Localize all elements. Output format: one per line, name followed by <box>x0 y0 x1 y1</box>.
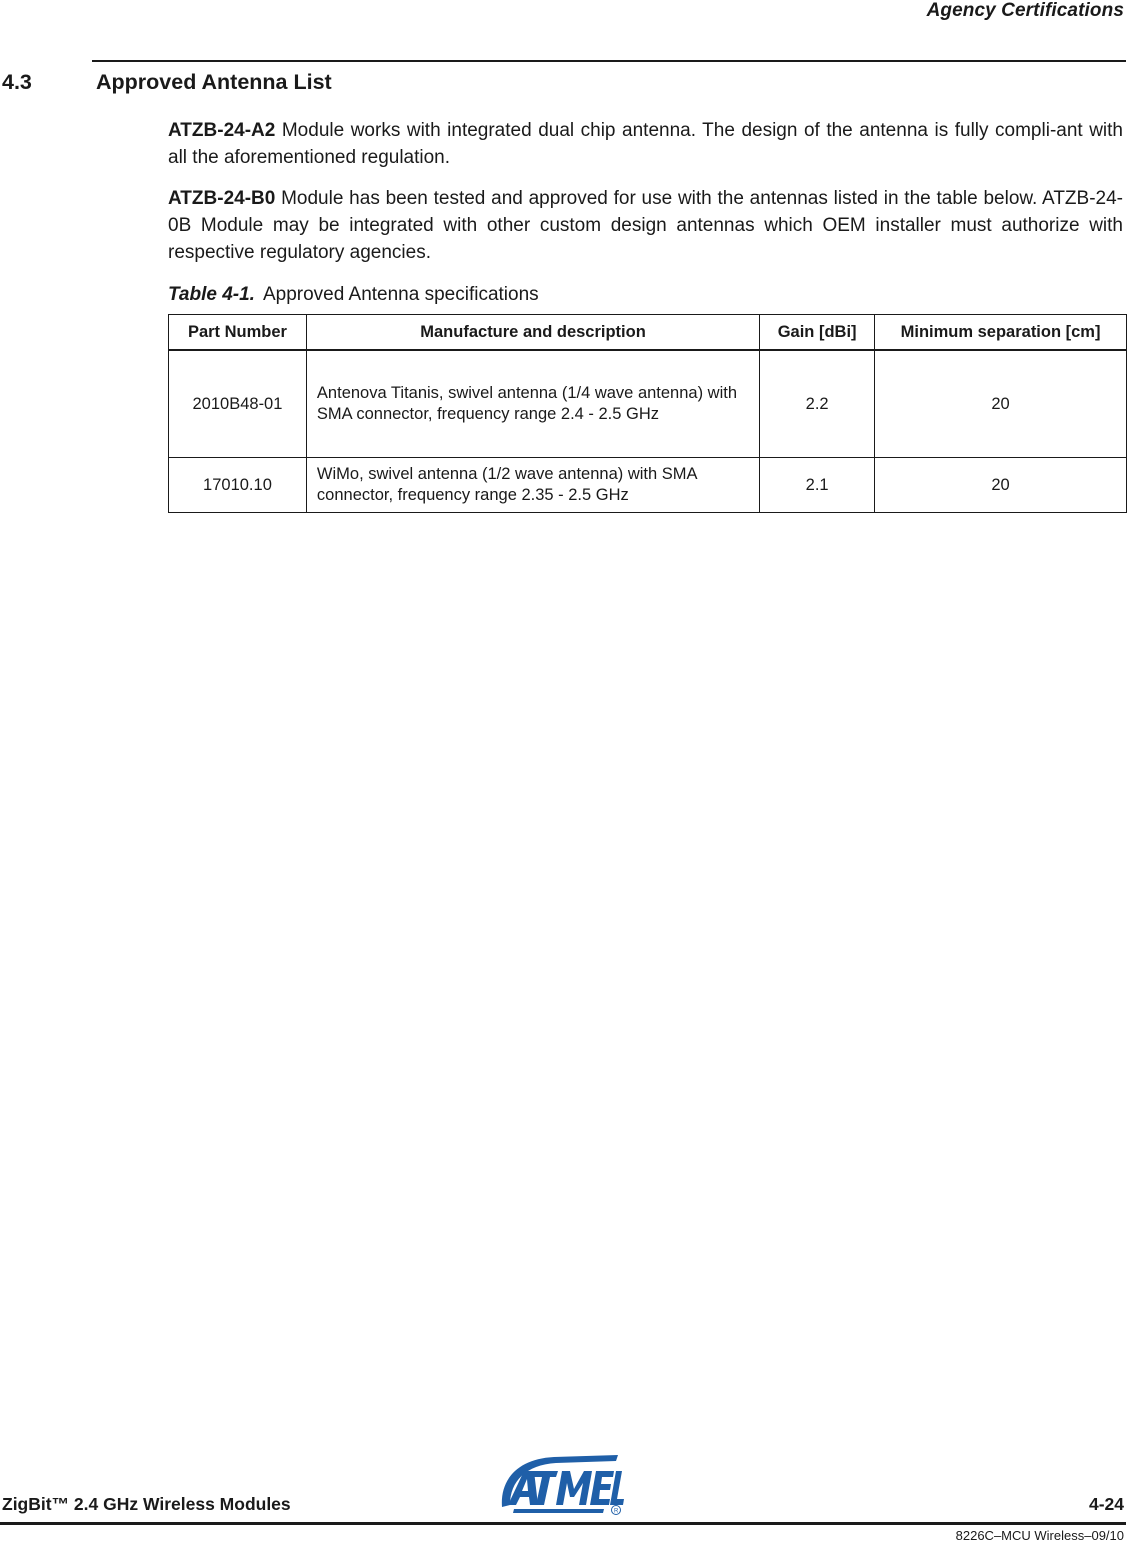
footer-divider <box>0 1522 1126 1525</box>
table-header-row <box>169 315 1127 351</box>
cell-description: Antenova Titanis, swivel antenna (1/4 wave antenna) with SMA connector, frequency range 2.4 - 2.5 GHz <box>306 350 759 458</box>
table-row <box>169 458 1127 513</box>
header-divider <box>92 60 1126 62</box>
paragraph-a2-module <box>168 117 1123 171</box>
cell-gain: 2.1 <box>760 458 875 513</box>
section-title: Approved Antenna List <box>96 70 332 94</box>
table-caption-label: Table 4-1. <box>168 284 255 305</box>
column-header-description: Manufacture and description <box>306 315 759 351</box>
footer-product-name: ZigBit™ 2.4 GHz Wireless Modules <box>2 1494 291 1514</box>
paragraph-text: Module has been tested and approved for use with the antennas listed in the table below. ATZB-24-0B Module may be integrated with other custom design antennas which OEM installer must authorize with respective regulatory agencies. <box>168 188 1123 263</box>
footer-page-number: 4-24 <box>1088 1494 1124 1514</box>
paragraph-b0-module <box>168 185 1123 266</box>
table-caption <box>168 284 539 306</box>
cell-gain: 2.2 <box>760 350 875 458</box>
cell-min-separation: 20 <box>875 458 1127 513</box>
section-heading <box>0 70 332 95</box>
table-caption-text: Approved Antenna specifications <box>262 284 539 305</box>
cell-part-number: 2010B48-01 <box>169 350 307 458</box>
paragraph-lead: ATZB-24-A2 <box>168 120 276 141</box>
atmel-logo <box>494 1451 626 1517</box>
cell-min-separation: 20 <box>875 350 1127 458</box>
section-number: 4.3 <box>2 70 32 94</box>
antenna-spec-table <box>168 314 1127 513</box>
column-header-gain: Gain [dBi] <box>760 315 875 351</box>
paragraph-text: Module works with integrated dual chip antenna. The design of the antenna is fully compli-ant with all the aforementioned regulation. <box>168 120 1123 168</box>
table-row <box>169 350 1127 458</box>
cell-part-number: 17010.10 <box>169 458 307 513</box>
running-header: Agency Certifications <box>926 0 1124 21</box>
cell-description: WiMo, swivel antenna (1/2 wave antenna) with SMA connector, frequency range 2.35 - 2.5 GHz <box>306 458 759 513</box>
column-header-part-number: Part Number <box>169 315 307 351</box>
svg-text:R: R <box>614 1508 619 1515</box>
paragraph-lead: ATZB-24-B0 <box>168 188 276 209</box>
footer-document-id: 8226C–MCU Wireless–09/10 <box>955 1528 1124 1543</box>
column-header-min-separation: Minimum separation [cm] <box>875 315 1127 351</box>
